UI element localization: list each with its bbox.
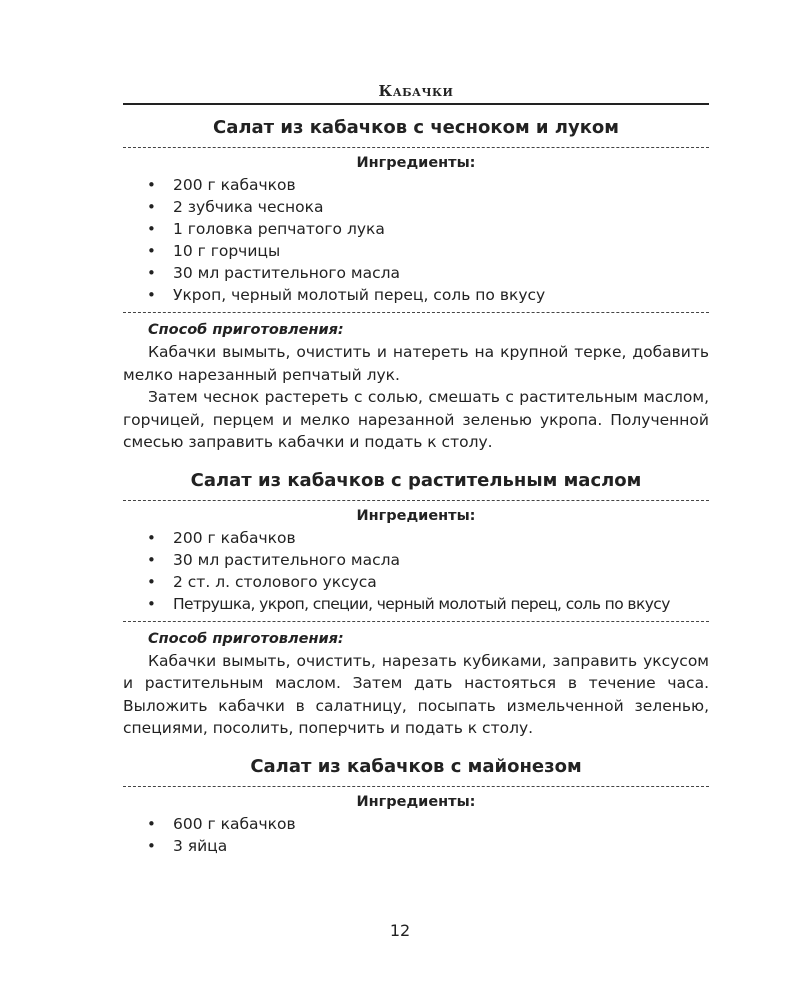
method-heading: Способ приготовления: [148, 630, 344, 647]
recipe-title: Салат из кабачков с растительным маслом [190, 469, 642, 491]
ingredient-item: • 200 г кабачков [123, 527, 709, 549]
recipe-title: Салат из кабачков с майонезом [250, 755, 582, 777]
ingredient-item: • 2 ст. л. столового уксуса [123, 571, 709, 593]
ingredients-list [123, 174, 709, 306]
ingredient-item: • 30 мл растительного масла [123, 262, 709, 284]
method-paragraph: Кабачки вымыть, очистить и натереть на крупной терке, добавить мелко нарезанный репчатый лук. [123, 343, 709, 384]
recipe [123, 754, 709, 857]
method-heading: Способ приготовления: [148, 322, 344, 338]
ingredient-item: • 200 г кабачков [123, 174, 709, 196]
dashed-divider [123, 312, 709, 313]
ingredients-list [123, 527, 709, 615]
dashed-divider [123, 621, 709, 622]
ingredient-item: • 2 зубчика чеснока [123, 196, 709, 218]
ingredients-heading: Ингредиенты: [356, 793, 476, 810]
header-rule [123, 103, 709, 105]
recipe [123, 115, 709, 454]
ingredient-item: • 10 г горчицы [123, 240, 709, 262]
dashed-divider [123, 786, 709, 787]
ingredient-item: • 600 г кабачков [123, 813, 709, 835]
dashed-divider [123, 500, 709, 501]
ingredient-item: • 30 мл растительного масла [123, 549, 709, 571]
method-paragraph: Затем чеснок растереть с солью, смешать с растительным маслом, горчицей, перцем и мелко нарезанной зеленью укропа. Полученной смесью заправить кабачки и подать к столу. [123, 388, 709, 451]
ingredients-heading: Ингредиенты: [356, 507, 476, 524]
ingredient-item: • Укроп, черный молотый перец, соль по вкусу [123, 284, 709, 306]
recipe-title: Салат из кабачков с чесноком и луком [212, 117, 620, 138]
ingredient-item: • 3 яйца [123, 835, 709, 857]
recipe [123, 468, 709, 740]
ingredient-item: • 1 головка репчатого лука [123, 218, 709, 240]
ingredient-item: • Петрушка, укроп, специи, черный молотый перец, соль по вкусу [123, 593, 709, 615]
page-content [123, 78, 709, 857]
ingredients-list [123, 813, 709, 857]
ingredients-heading: Ингредиенты: [356, 155, 476, 171]
page-number: 12 [389, 921, 411, 940]
dashed-divider [123, 147, 709, 148]
running-header: Кабачки [378, 82, 454, 100]
method-paragraph: Кабачки вымыть, очистить, нарезать кубиками, заправить уксусом и растительным маслом. Затем дать настояться в течение часа. Выложить кабачки в салатницу, посыпать измельченной зеленью, специями, посолить, поперчить и подать к столу. [123, 651, 709, 737]
